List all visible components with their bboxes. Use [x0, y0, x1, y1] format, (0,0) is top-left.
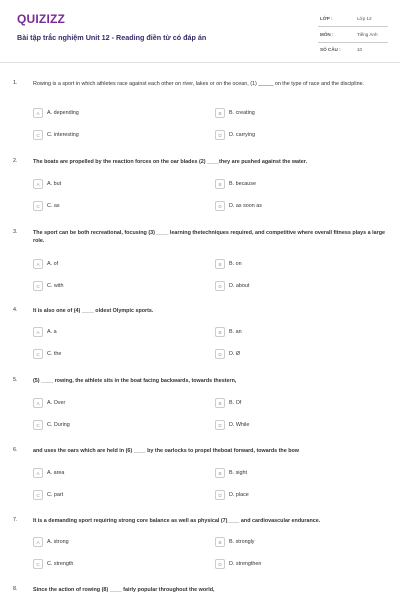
question-number: 4. [13, 307, 18, 313]
option-letter-box: D [215, 281, 225, 291]
option-letter-box: C [33, 130, 43, 140]
option-letter-box: C [33, 281, 43, 291]
option-text: C. strength [47, 561, 74, 567]
question-number: 7. [13, 517, 18, 523]
option-letter-box: A [33, 327, 43, 337]
meta-subject-label: MÔN : [320, 32, 334, 37]
option-letter-box: D [215, 420, 225, 430]
option-text: A. depending [47, 110, 79, 116]
option-text: C. with [47, 283, 64, 289]
question-number: 8. [13, 586, 18, 592]
question-text: (5) ____ rowing, the athlete sits in the boat facing backwards, towards thestern, [33, 378, 237, 384]
option-text: D. as soon as [229, 203, 262, 209]
option-letter-box: D [215, 201, 225, 211]
option-text: D. place [229, 492, 249, 498]
option-text: B. creating [229, 110, 255, 116]
option-text: D. carrying [229, 132, 256, 138]
option-text: A. a [47, 329, 57, 335]
question-number: 3. [13, 229, 18, 235]
option-letter-box: C [33, 559, 43, 569]
option-letter-box: B [215, 468, 225, 478]
option-letter-box: A [33, 259, 43, 269]
option-text: A. but [47, 181, 62, 187]
question-text: It is also one of (4) ____ oldest Olympic sports. [33, 308, 154, 314]
option-text: C. as [47, 203, 60, 209]
option-letter-box: C [33, 420, 43, 430]
question-text: The boats are propelled by the reaction forces on the oar blades (2) ____they are pushed against the water. [33, 159, 308, 165]
option-letter-box: A [33, 179, 43, 189]
option-text: C. the [47, 351, 62, 357]
quizizz-logo: QUIZIZZ [17, 12, 66, 26]
option-letter-box: D [215, 349, 225, 359]
option-text: A. strong [47, 539, 69, 545]
option-letter-box: D [215, 490, 225, 500]
option-letter-box: A [33, 537, 43, 547]
option-letter-box: A [33, 398, 43, 408]
option-letter-box: D [215, 559, 225, 569]
option-letter-box: C [33, 349, 43, 359]
option-text: B. sight [229, 470, 247, 476]
question-text: Rowing is a sport in which athletes race against each other on river, lakes or on the ocean, (1) _____ on the type of race and the discipline. [33, 81, 365, 87]
option-text: A. of [47, 261, 59, 267]
option-letter-box: A [33, 468, 43, 478]
meta-subject-value: Tiếng Anh [357, 32, 378, 37]
question-text: It is a demanding sport requiring strong core balance as well as physical (7)____ and cardiovascular endurance. [33, 518, 321, 524]
option-text: C. During [47, 422, 70, 428]
question-number: 6. [13, 447, 18, 453]
option-letter-box: C [33, 201, 43, 211]
meta-count-label: SỐ CÂU : [320, 47, 341, 52]
option-letter-box: B [215, 108, 225, 118]
option-letter-box: B [215, 327, 225, 337]
meta-divider [318, 42, 388, 43]
option-text: B. an [229, 329, 242, 335]
option-text: D. strengthen [229, 561, 262, 567]
option-text: D. While [229, 422, 250, 428]
option-letter-box: A [33, 108, 43, 118]
option-letter-box: B [215, 259, 225, 269]
question-number: 1. [13, 80, 18, 86]
option-text: B. Of [229, 400, 242, 406]
meta-count-value: 10 [357, 47, 363, 52]
option-letter-box: D [215, 130, 225, 140]
option-letter-box: B [215, 537, 225, 547]
option-text: A. area [47, 470, 65, 476]
meta-divider [318, 26, 388, 27]
option-text: D. Ø [229, 351, 241, 357]
meta-grade-label: LỚP : [320, 16, 333, 21]
option-letter-box: C [33, 490, 43, 500]
option-text: B. strongly [229, 539, 255, 545]
worksheet-title: Bài tập trắc nghiệm Unit 12 - Reading điền từ có đáp án [17, 33, 207, 42]
question-text: Since the action of rowing (8) ____ fairly popular throughout the world, [33, 587, 215, 593]
option-text: B. because [229, 181, 256, 187]
header-divider [0, 62, 400, 63]
option-text: C. interesting [47, 132, 79, 138]
meta-grade-value: Lớp 12 [357, 16, 372, 21]
option-text: A. Over [47, 400, 66, 406]
question-text: The sport can be both recreational, focusing (3) ____ learning thetechniques required, and competitive where overall fitness plays a large role. [33, 230, 385, 245]
question-number: 5. [13, 377, 18, 383]
option-letter-box: B [215, 179, 225, 189]
question-number: 2. [13, 158, 18, 164]
worksheet-header [0, 0, 400, 62]
question-text: and uses the oars which are held in (6) ____ by the oarlocks to propel theboat forward, towards the bow [33, 448, 299, 454]
option-letter-box: B [215, 398, 225, 408]
option-text: C. part [47, 492, 64, 498]
option-text: B. on [229, 261, 242, 267]
option-text: D. about [229, 283, 250, 289]
